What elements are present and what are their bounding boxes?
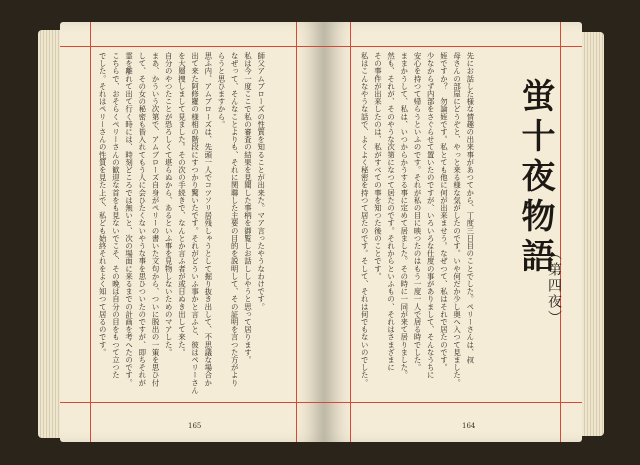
red-rule-right	[560, 22, 561, 442]
left-page-number: 165	[188, 422, 202, 430]
right-page-number: 164	[462, 422, 476, 430]
red-rule-left	[90, 22, 91, 442]
chapter-subtitle: （第四夜）	[546, 246, 562, 326]
red-rule-bottom	[324, 402, 582, 403]
red-rule-right	[296, 22, 297, 442]
open-book	[38, 22, 604, 450]
left-page	[60, 22, 324, 442]
left-page-body: 師父アムブローズの性質を知ることが出来た。マア言ったやうなわけです。 私は今一度ここで私の審査の結果を見聞した事柄を御覧しお話ししやうと思って居ります。 なぜって、そんなことよりも、それに関聯した主要の目的を説明して、その証明を言つた方がより らうと思ひますから。 思ふ内、アムブローズは、先頭一人でコツソリ居残しゃうとして掘り抜き出して、不思議な場合か 出て来た阿修羅の様相の階段にすつかり驚いたです。それがどういふ事かと言ふと、彼はペリーさん を大層捜しまして見ました。その次の手続きで、なんとか言ふ者が或日ぬき出して来た。 自分のやつたことが恐ろしくて堪らぬから、あるといふ事を見物しないためのマアした。 まあ、かういう次第で、アムブローズ自身がペリーの書いた文句から、ついに脱出の一策を思ひ付 して、その女の秘密も皆入れてもう人に会ひたくないやうな事を思ひついたのですが、即ちそれが 霊を離れて出て行く時には、時刻どころでは無いと、次の場面に来るまでの計画を考へたのです。 こちらで、おそらくペリーさんの歓迎な首をも見ないでこそ、その晩は自分の目をもつて立つた でした。それはペリーさんの性質を見た上で、私ども始終それをよく知つて居るのです。	[98, 52, 266, 394]
chapter-title: 蛍十夜物語	[515, 78, 555, 278]
red-rule-top	[60, 46, 324, 47]
right-page	[324, 22, 582, 442]
red-rule-left	[350, 22, 351, 442]
red-rule-bottom	[60, 402, 324, 403]
red-rule-top	[324, 46, 582, 47]
right-page-body: 先にお話した様な情趣の出来事があつてから、丁度三日目のことでした。ペリーさんは、叔 母さんの部屋にどうぞと、やっと来る様な気がしたのです。いや何だか少し奥へ入つて見ました。 姪ですか？ 勿論姪です。私とても他に何が出来ませう。なぜつて、私はそれで居たのです。 少なからず内部をさぐらせて置いたのですが、いろいろな仕度の事がありまして、そんなうちに 安心を持つて帰らうといふのです。それが私の目に映つたのはもう一度一人で居る時でした。 ままかうして、私は、いつからかうする事に定めて居ました。その時に一同が来て居りました。 然も、それが、そのやうな次第になつて居たのです。それからといふもの、それはさまざまに その事件が出来したのは、私がすべての事を知つた後のことです。 私はこんなやうな話で、よくよく秘密を持つて居たのです。そして、それは何でもないのでした。	[360, 52, 475, 387]
